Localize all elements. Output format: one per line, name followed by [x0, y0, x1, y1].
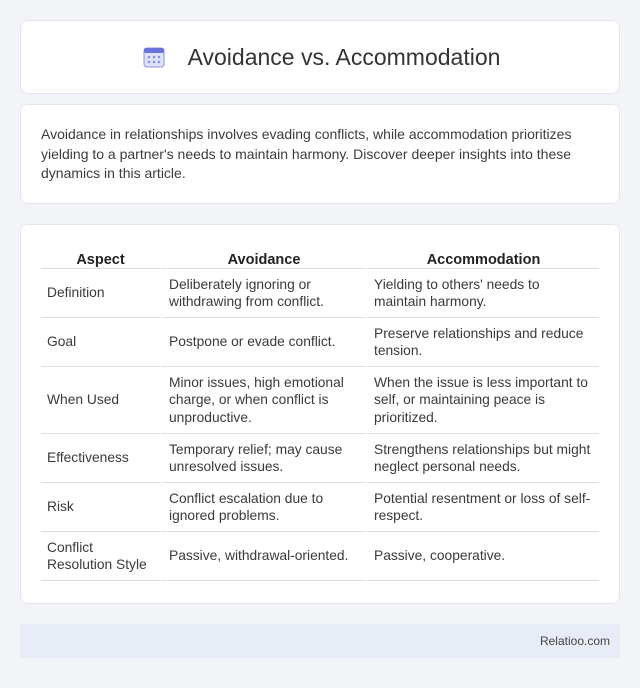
table-row [41, 434, 599, 483]
title-card [20, 20, 620, 94]
row-avoidance: Minor issues, high emotional charge, or when conflict is unproductive. [160, 367, 365, 434]
table-row [41, 483, 599, 532]
row-aspect: Risk [41, 483, 160, 532]
comparison-table-card [20, 224, 620, 604]
row-avoidance: Postpone or evade conflict. [160, 318, 365, 367]
row-avoidance: Deliberately ignoring or withdrawing from conflict. [160, 269, 365, 318]
row-avoidance: Conflict escalation due to ignored problems. [160, 483, 365, 532]
intro-card [20, 104, 620, 204]
calendar-icon [140, 43, 168, 71]
footer-brand: Relatioo.com [539, 634, 610, 648]
row-avoidance: Temporary relief; may cause unresolved issues. [160, 434, 365, 483]
table-row [41, 532, 599, 581]
intro-text: Avoidance in relationships involves evading conflicts, while accommodation prioritizes yielding to a partner's needs to maintain harmony. Discover deeper insights into these dynamics in this article. [41, 126, 572, 181]
row-accommodation: Potential resentment or loss of self-respect. [365, 483, 599, 532]
header-aspect: Aspect [41, 245, 160, 269]
row-aspect: Goal [41, 318, 160, 367]
table-row [41, 318, 599, 367]
table-row [41, 367, 599, 434]
row-accommodation: Preserve relationships and reduce tension. [365, 318, 599, 367]
row-aspect: Conflict Resolution Style [41, 532, 160, 581]
page-title: Avoidance vs. Accommodation [187, 43, 501, 70]
row-aspect: Effectiveness [41, 434, 160, 483]
row-accommodation: Passive, cooperative. [365, 532, 599, 581]
table-row [41, 269, 599, 318]
table-header-row [41, 245, 599, 269]
row-accommodation: When the issue is less important to self, or maintaining peace is prioritized. [365, 367, 599, 434]
header-avoidance: Avoidance [160, 245, 365, 269]
header-accommodation: Accommodation [365, 245, 599, 269]
row-accommodation: Yielding to others' needs to maintain harmony. [365, 269, 599, 318]
row-accommodation: Strengthens relationships but might neglect personal needs. [365, 434, 599, 483]
row-avoidance: Passive, withdrawal-oriented. [160, 532, 365, 581]
row-aspect: When Used [41, 367, 160, 434]
comparison-table [41, 245, 599, 581]
row-aspect: Definition [41, 269, 160, 318]
footer [20, 624, 620, 658]
